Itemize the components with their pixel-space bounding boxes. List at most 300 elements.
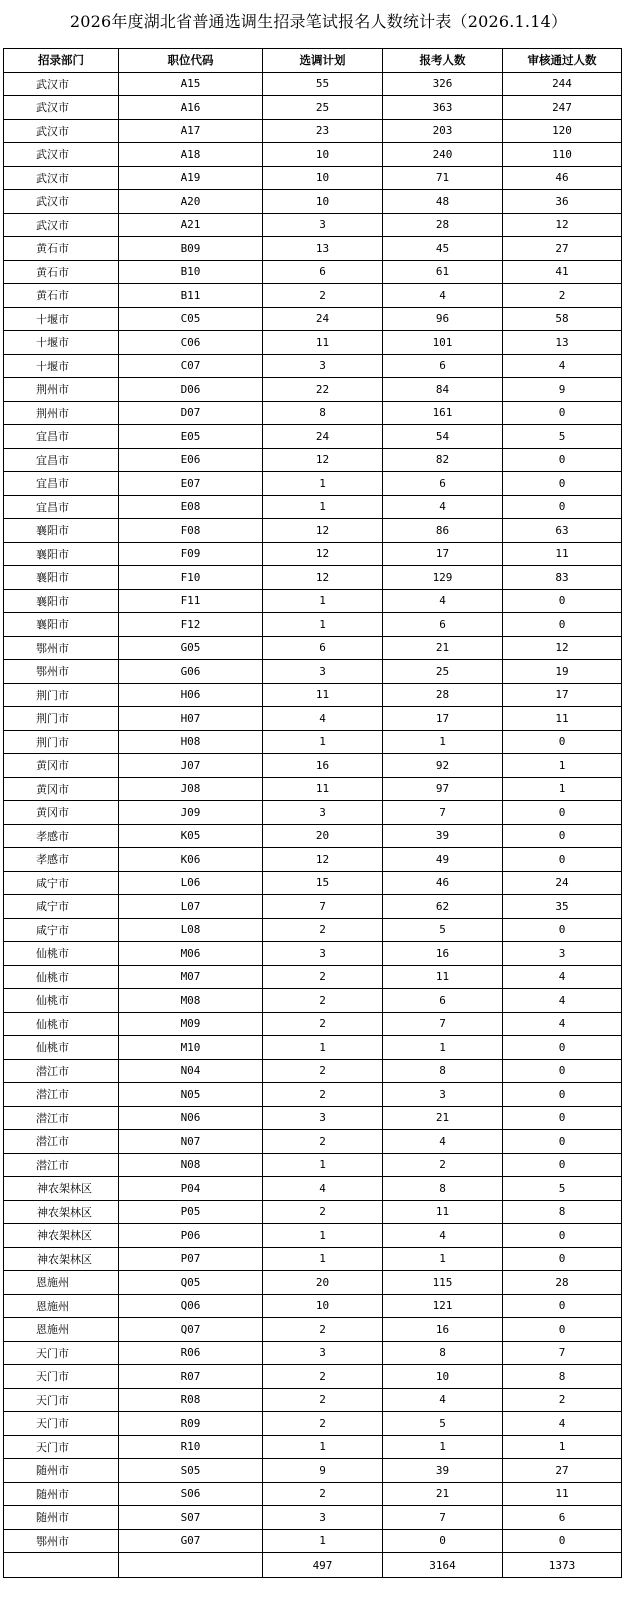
cell-applicants: 8: [383, 1059, 503, 1083]
header-row: [4, 49, 622, 73]
cell-dept: 随州市: [4, 1506, 119, 1530]
cell-approved: 0: [503, 1059, 622, 1083]
cell-approved: 0: [503, 1036, 622, 1060]
table-row: [4, 1341, 622, 1365]
cell-approved: 244: [503, 72, 622, 96]
cell-approved: 4: [503, 354, 622, 378]
table-row: [4, 1271, 622, 1295]
table-row: [4, 1506, 622, 1530]
cell-plan: 2: [263, 1130, 383, 1154]
cell-applicants: 1: [383, 730, 503, 754]
cell-code: N06: [119, 1106, 263, 1130]
total-applicants: 3164: [383, 1553, 503, 1578]
cell-approved: 0: [503, 1130, 622, 1154]
cell-applicants: 39: [383, 1459, 503, 1483]
cell-code: E08: [119, 495, 263, 519]
table-row: [4, 307, 622, 331]
table-row: [4, 707, 622, 731]
cell-dept: 襄阳市: [4, 519, 119, 543]
cell-code: S05: [119, 1459, 263, 1483]
cell-code: A15: [119, 72, 263, 96]
cell-applicants: 4: [383, 284, 503, 308]
table-row: [4, 1365, 622, 1389]
cell-applicants: 11: [383, 965, 503, 989]
cell-applicants: 1: [383, 1435, 503, 1459]
cell-approved: 11: [503, 707, 622, 731]
table-row: [4, 96, 622, 120]
cell-dept: 武汉市: [4, 166, 119, 190]
cell-applicants: 96: [383, 307, 503, 331]
stats-table: [3, 48, 622, 1578]
table-row: [4, 1294, 622, 1318]
cell-applicants: 0: [383, 1529, 503, 1553]
cell-approved: 1: [503, 777, 622, 801]
cell-code: M07: [119, 965, 263, 989]
header-code: 职位代码: [119, 49, 263, 73]
cell-plan: 6: [263, 260, 383, 284]
cell-approved: 9: [503, 378, 622, 402]
cell-dept: 恩施州: [4, 1318, 119, 1342]
cell-dept: 十堰市: [4, 331, 119, 355]
table-row: [4, 72, 622, 96]
cell-dept: 仙桃市: [4, 1036, 119, 1060]
cell-plan: 3: [263, 1341, 383, 1365]
cell-code: Q05: [119, 1271, 263, 1295]
cell-applicants: 4: [383, 1130, 503, 1154]
cell-plan: 10: [263, 166, 383, 190]
total-label: [4, 1553, 119, 1578]
total-approved: 1373: [503, 1553, 622, 1578]
cell-applicants: 45: [383, 237, 503, 261]
total-plan: 497: [263, 1553, 383, 1578]
table-row: [4, 801, 622, 825]
cell-approved: 0: [503, 472, 622, 496]
cell-approved: 0: [503, 448, 622, 472]
cell-code: A20: [119, 190, 263, 214]
header-applicants: 报考人数: [383, 49, 503, 73]
table-row: [4, 660, 622, 684]
cell-dept: 随州市: [4, 1482, 119, 1506]
table-row: [4, 519, 622, 543]
cell-code: M08: [119, 989, 263, 1013]
cell-dept: 恩施州: [4, 1271, 119, 1295]
table-row: [4, 331, 622, 355]
cell-code: E05: [119, 425, 263, 449]
cell-applicants: 129: [383, 566, 503, 590]
cell-approved: 4: [503, 1012, 622, 1036]
cell-applicants: 3: [383, 1083, 503, 1107]
cell-dept: 孝感市: [4, 848, 119, 872]
cell-applicants: 17: [383, 707, 503, 731]
cell-applicants: 4: [383, 1388, 503, 1412]
cell-dept: 宜昌市: [4, 448, 119, 472]
table-row: [4, 1200, 622, 1224]
cell-dept: 仙桃市: [4, 942, 119, 966]
cell-approved: 13: [503, 331, 622, 355]
cell-plan: 23: [263, 119, 383, 143]
cell-applicants: 21: [383, 1106, 503, 1130]
cell-plan: 12: [263, 542, 383, 566]
cell-approved: 12: [503, 636, 622, 660]
table-row: [4, 1529, 622, 1553]
cell-code: C06: [119, 331, 263, 355]
table-row: [4, 378, 622, 402]
table-row: [4, 848, 622, 872]
cell-applicants: 4: [383, 495, 503, 519]
cell-code: M06: [119, 942, 263, 966]
cell-dept: 襄阳市: [4, 589, 119, 613]
cell-applicants: 6: [383, 354, 503, 378]
cell-plan: 24: [263, 307, 383, 331]
cell-dept: 黄冈市: [4, 801, 119, 825]
cell-dept: 鄂州市: [4, 660, 119, 684]
cell-code: G07: [119, 1529, 263, 1553]
cell-code: G05: [119, 636, 263, 660]
cell-applicants: 7: [383, 1506, 503, 1530]
cell-approved: 46: [503, 166, 622, 190]
cell-dept: 襄阳市: [4, 542, 119, 566]
cell-approved: 27: [503, 237, 622, 261]
cell-code: L07: [119, 895, 263, 919]
cell-dept: 黄冈市: [4, 777, 119, 801]
cell-plan: 22: [263, 378, 383, 402]
cell-approved: 4: [503, 965, 622, 989]
cell-dept: 仙桃市: [4, 989, 119, 1013]
cell-plan: 3: [263, 213, 383, 237]
table-row: [4, 143, 622, 167]
cell-approved: 0: [503, 1153, 622, 1177]
cell-dept: 天门市: [4, 1388, 119, 1412]
cell-applicants: 7: [383, 801, 503, 825]
page-title: 2026年度湖北省普通选调生招录笔试报名人数统计表（2026.1.14）: [69, 12, 568, 31]
cell-approved: 0: [503, 401, 622, 425]
cell-approved: 0: [503, 801, 622, 825]
cell-applicants: 115: [383, 1271, 503, 1295]
cell-plan: 2: [263, 965, 383, 989]
cell-approved: 17: [503, 683, 622, 707]
cell-code: E07: [119, 472, 263, 496]
cell-code: B11: [119, 284, 263, 308]
cell-code: N04: [119, 1059, 263, 1083]
cell-code: P05: [119, 1200, 263, 1224]
cell-applicants: 101: [383, 331, 503, 355]
table-row: [4, 1083, 622, 1107]
cell-code: P06: [119, 1224, 263, 1248]
cell-dept: 荆州市: [4, 378, 119, 402]
cell-applicants: 39: [383, 824, 503, 848]
cell-plan: 3: [263, 354, 383, 378]
table-row: [4, 965, 622, 989]
cell-dept: 荆门市: [4, 683, 119, 707]
cell-applicants: 8: [383, 1177, 503, 1201]
cell-plan: 2: [263, 284, 383, 308]
cell-dept: 咸宁市: [4, 871, 119, 895]
cell-applicants: 92: [383, 754, 503, 778]
cell-approved: 120: [503, 119, 622, 143]
cell-dept: 黄石市: [4, 260, 119, 284]
table-row: [4, 1036, 622, 1060]
cell-plan: 1: [263, 1247, 383, 1271]
cell-code: H08: [119, 730, 263, 754]
cell-applicants: 49: [383, 848, 503, 872]
cell-code: R10: [119, 1435, 263, 1459]
cell-code: G06: [119, 660, 263, 684]
cell-approved: 11: [503, 542, 622, 566]
cell-approved: 1: [503, 1435, 622, 1459]
table-row: [4, 683, 622, 707]
cell-plan: 2: [263, 1318, 383, 1342]
cell-plan: 1: [263, 1529, 383, 1553]
table-row: [4, 895, 622, 919]
cell-applicants: 97: [383, 777, 503, 801]
cell-code: H06: [119, 683, 263, 707]
cell-applicants: 62: [383, 895, 503, 919]
cell-code: D06: [119, 378, 263, 402]
table-row: [4, 425, 622, 449]
cell-applicants: 8: [383, 1341, 503, 1365]
cell-dept: 仙桃市: [4, 965, 119, 989]
cell-dept: 武汉市: [4, 119, 119, 143]
cell-plan: 12: [263, 448, 383, 472]
table-row: [4, 237, 622, 261]
cell-approved: 7: [503, 1341, 622, 1365]
cell-approved: 63: [503, 519, 622, 543]
cell-plan: 3: [263, 660, 383, 684]
table-row: [4, 1482, 622, 1506]
cell-approved: 2: [503, 1388, 622, 1412]
cell-approved: 12: [503, 213, 622, 237]
table-row: [4, 260, 622, 284]
table-row: [4, 613, 622, 637]
cell-applicants: 363: [383, 96, 503, 120]
cell-code: Q07: [119, 1318, 263, 1342]
cell-plan: 2: [263, 1083, 383, 1107]
cell-code: F12: [119, 613, 263, 637]
table-row: [4, 401, 622, 425]
cell-plan: 1: [263, 472, 383, 496]
cell-code: N08: [119, 1153, 263, 1177]
cell-plan: 1: [263, 495, 383, 519]
cell-approved: 83: [503, 566, 622, 590]
cell-applicants: 11: [383, 1200, 503, 1224]
cell-code: K05: [119, 824, 263, 848]
cell-applicants: 5: [383, 918, 503, 942]
cell-plan: 20: [263, 824, 383, 848]
cell-plan: 11: [263, 683, 383, 707]
cell-code: R08: [119, 1388, 263, 1412]
cell-approved: 5: [503, 425, 622, 449]
cell-applicants: 16: [383, 942, 503, 966]
cell-code: A17: [119, 119, 263, 143]
table-body: [4, 72, 622, 1553]
cell-code: K06: [119, 848, 263, 872]
cell-code: P07: [119, 1247, 263, 1271]
cell-code: C07: [119, 354, 263, 378]
table-row: [4, 448, 622, 472]
cell-dept: 天门市: [4, 1435, 119, 1459]
cell-approved: 0: [503, 1318, 622, 1342]
cell-applicants: 86: [383, 519, 503, 543]
table-row: [4, 754, 622, 778]
cell-code: F09: [119, 542, 263, 566]
cell-applicants: 240: [383, 143, 503, 167]
cell-plan: 9: [263, 1459, 383, 1483]
cell-code: B09: [119, 237, 263, 261]
cell-applicants: 25: [383, 660, 503, 684]
cell-applicants: 10: [383, 1365, 503, 1389]
cell-approved: 0: [503, 613, 622, 637]
table-row: [4, 871, 622, 895]
cell-plan: 1: [263, 1153, 383, 1177]
cell-applicants: 84: [383, 378, 503, 402]
cell-plan: 4: [263, 707, 383, 731]
cell-approved: 247: [503, 96, 622, 120]
table-row: [4, 1459, 622, 1483]
cell-approved: 41: [503, 260, 622, 284]
cell-applicants: 82: [383, 448, 503, 472]
cell-plan: 2: [263, 1365, 383, 1389]
cell-dept: 潜江市: [4, 1106, 119, 1130]
cell-applicants: 61: [383, 260, 503, 284]
table-row: [4, 472, 622, 496]
cell-dept: 武汉市: [4, 96, 119, 120]
table-row: [4, 1177, 622, 1201]
cell-plan: 1: [263, 613, 383, 637]
cell-approved: 110: [503, 143, 622, 167]
cell-code: E06: [119, 448, 263, 472]
cell-dept: 宜昌市: [4, 472, 119, 496]
cell-code: N05: [119, 1083, 263, 1107]
cell-plan: 3: [263, 801, 383, 825]
header-approved: 审核通过人数: [503, 49, 622, 73]
cell-plan: 10: [263, 190, 383, 214]
cell-approved: 3: [503, 942, 622, 966]
cell-code: F11: [119, 589, 263, 613]
cell-dept: 潜江市: [4, 1153, 119, 1177]
table-row: [4, 119, 622, 143]
cell-plan: 16: [263, 754, 383, 778]
table-row: [4, 1130, 622, 1154]
cell-applicants: 17: [383, 542, 503, 566]
cell-dept: 黄石市: [4, 284, 119, 308]
cell-code: P04: [119, 1177, 263, 1201]
table-row: [4, 190, 622, 214]
cell-code: R06: [119, 1341, 263, 1365]
cell-applicants: 326: [383, 72, 503, 96]
cell-applicants: 21: [383, 636, 503, 660]
cell-applicants: 28: [383, 683, 503, 707]
cell-approved: 8: [503, 1200, 622, 1224]
cell-dept: 潜江市: [4, 1130, 119, 1154]
cell-approved: 0: [503, 1294, 622, 1318]
cell-dept: 神农架林区: [4, 1224, 119, 1248]
cell-approved: 0: [503, 495, 622, 519]
cell-code: A19: [119, 166, 263, 190]
cell-dept: 潜江市: [4, 1083, 119, 1107]
cell-dept: 黄冈市: [4, 754, 119, 778]
cell-code: R09: [119, 1412, 263, 1436]
cell-applicants: 1: [383, 1247, 503, 1271]
cell-plan: 11: [263, 777, 383, 801]
table-row: [4, 1435, 622, 1459]
cell-approved: 19: [503, 660, 622, 684]
cell-approved: 0: [503, 730, 622, 754]
cell-dept: 荆州市: [4, 401, 119, 425]
cell-approved: 58: [503, 307, 622, 331]
cell-code: D07: [119, 401, 263, 425]
cell-code: A21: [119, 213, 263, 237]
cell-plan: 3: [263, 942, 383, 966]
cell-applicants: 28: [383, 213, 503, 237]
table-row: [4, 942, 622, 966]
table-row: [4, 1388, 622, 1412]
cell-approved: 35: [503, 895, 622, 919]
cell-dept: 神农架林区: [4, 1177, 119, 1201]
table-row: [4, 213, 622, 237]
cell-plan: 6: [263, 636, 383, 660]
cell-code: N07: [119, 1130, 263, 1154]
cell-dept: 荆门市: [4, 707, 119, 731]
cell-applicants: 4: [383, 589, 503, 613]
table-row: [4, 1412, 622, 1436]
table-row: [4, 354, 622, 378]
cell-dept: 潜江市: [4, 1059, 119, 1083]
cell-dept: 仙桃市: [4, 1012, 119, 1036]
cell-plan: 10: [263, 143, 383, 167]
cell-dept: 宜昌市: [4, 425, 119, 449]
cell-plan: 7: [263, 895, 383, 919]
cell-plan: 12: [263, 848, 383, 872]
header-plan: 选调计划: [263, 49, 383, 73]
table-row: [4, 1224, 622, 1248]
table-row: [4, 542, 622, 566]
table-row: [4, 636, 622, 660]
cell-plan: 1: [263, 1036, 383, 1060]
table-row: [4, 566, 622, 590]
cell-approved: 11: [503, 1482, 622, 1506]
cell-plan: 2: [263, 918, 383, 942]
table-row: [4, 777, 622, 801]
cell-approved: 0: [503, 1083, 622, 1107]
table-row: [4, 918, 622, 942]
cell-code: B10: [119, 260, 263, 284]
cell-plan: 3: [263, 1506, 383, 1530]
cell-dept: 鄂州市: [4, 1529, 119, 1553]
total-code: [119, 1553, 263, 1578]
cell-approved: 4: [503, 1412, 622, 1436]
cell-approved: 0: [503, 848, 622, 872]
cell-plan: 20: [263, 1271, 383, 1295]
cell-dept: 天门市: [4, 1365, 119, 1389]
cell-plan: 13: [263, 237, 383, 261]
cell-code: Q06: [119, 1294, 263, 1318]
cell-code: S07: [119, 1506, 263, 1530]
cell-applicants: 71: [383, 166, 503, 190]
cell-code: R07: [119, 1365, 263, 1389]
cell-dept: 天门市: [4, 1412, 119, 1436]
cell-dept: 武汉市: [4, 190, 119, 214]
total-row: [4, 1553, 622, 1578]
cell-applicants: 203: [383, 119, 503, 143]
cell-applicants: 6: [383, 613, 503, 637]
cell-approved: 27: [503, 1459, 622, 1483]
cell-dept: 宜昌市: [4, 495, 119, 519]
cell-plan: 1: [263, 589, 383, 613]
cell-plan: 24: [263, 425, 383, 449]
cell-approved: 0: [503, 1106, 622, 1130]
cell-dept: 咸宁市: [4, 918, 119, 942]
cell-code: F10: [119, 566, 263, 590]
